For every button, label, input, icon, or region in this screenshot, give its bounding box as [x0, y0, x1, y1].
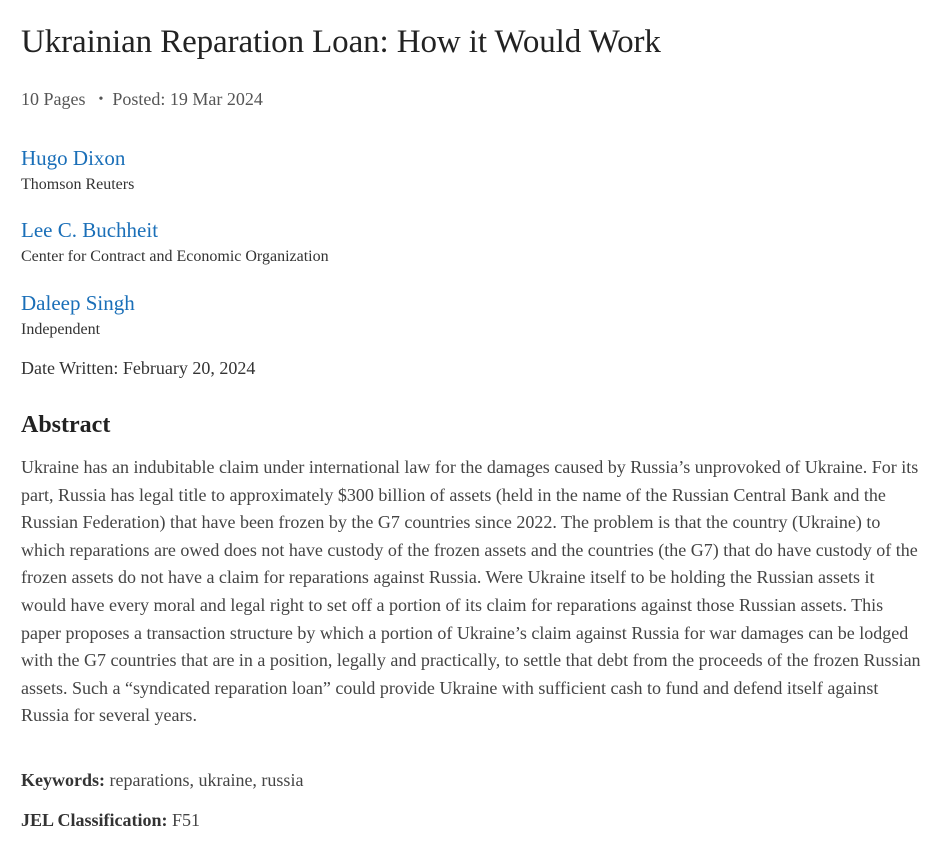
- abstract-body: Ukraine has an indubitable claim under international law for the damages caused by Russia’s unprovoked of Ukraine. For its part, Russia has legal title to approximately $300 billion of assets (held in the name of the Russian Central Bank and the Russian Federation) that have been frozen by the G7 countries since 2022. The problem is that the country (Ukraine) to which reparations are owed does not have custody of the frozen assets and the countries (the G7) that do have custody of the frozen assets do not have a claim for reparations against Russia. Were Ukraine itself to be holding the Russian assets it would have every moral and legal right to set off a portion of its claim for reparations against those Russian assets. This paper proposes a transaction structure by which a portion of Ukraine’s claim against Russia for war damages can be lodged with the G7 countries that are in a position, legally and practically, to settle that debt from the proceeds of the frozen Russian assets. Such a “syndicated reparation loan” could provide Ukraine with sufficient cash to fund and defend itself against Russia for several years.: [21, 457, 921, 726]
- paper-meta: [21, 89, 263, 110]
- separator-dot: •: [98, 92, 104, 107]
- author-link-hugo-dixon[interactable]: Hugo Dixon: [21, 146, 126, 170]
- author-affiliation: Center for Contract and Economic Organization: [21, 248, 329, 265]
- jel-line: [21, 810, 200, 831]
- page-count: 10 Pages: [21, 89, 86, 109]
- author-link-daleep-singh[interactable]: Daleep Singh: [21, 291, 135, 315]
- keywords-value: reparations, ukraine, russia: [109, 770, 304, 790]
- author-affiliation: Thomson Reuters: [21, 176, 135, 193]
- author-link-lee-buchheit[interactable]: Lee C. Buchheit: [21, 218, 159, 242]
- keywords-label: Keywords:: [21, 770, 105, 790]
- jel-label: JEL Classification:: [21, 810, 168, 830]
- abstract-heading: Abstract: [21, 412, 111, 438]
- posted-date: Posted: 19 Mar 2024: [112, 89, 263, 109]
- date-written: Date Written: February 20, 2024: [21, 358, 256, 378]
- keywords-line: [21, 770, 303, 791]
- paper-title: Ukrainian Reparation Loan: How it Would Work: [21, 24, 661, 60]
- jel-value: F51: [172, 810, 201, 830]
- author-affiliation: Independent: [21, 321, 101, 338]
